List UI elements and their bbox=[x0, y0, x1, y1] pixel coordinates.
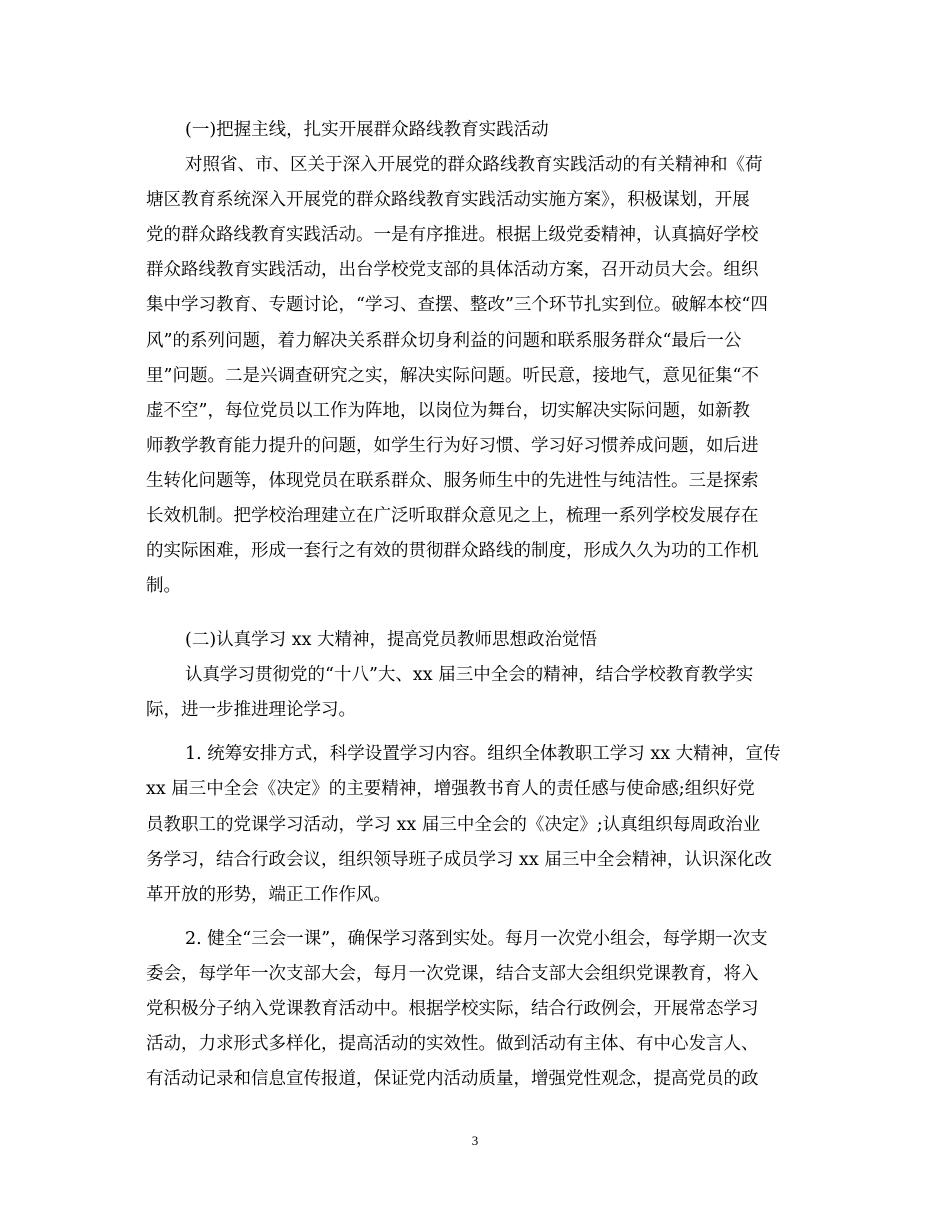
paragraph-line: 虚不空”，每位党员以工作为阵地，以岗位为舞台，切实解决实际问题，如新教 bbox=[146, 401, 750, 421]
paragraph-line: 认真学习贯彻党的“十八”大、xx 届三中全会的精神，结合学校教育教学实 bbox=[185, 665, 754, 685]
paragraph-line: 革开放的形势，端正工作作风。 bbox=[146, 885, 391, 905]
section-heading: (二)认真学习 xx 大精神，提高党员教师思想政治觉悟 bbox=[185, 630, 598, 650]
paragraph-line: 长效机制。把学校治理建立在广泛听取群众意见之上，梳理一系列学校发展存在 bbox=[146, 506, 759, 526]
paragraph-line: 2. 健全“三会一课”，确保学习落到实处。每月一次党小组会，每学期一次支 bbox=[185, 929, 768, 949]
paragraph-line: 务学习，结合行政会议，组织领导班子成员学习 xx 届三中全会精神，认识深化改 bbox=[146, 850, 772, 870]
paragraph-line: 有活动记录和信息宣传报道，保证党内活动质量，增强党性观念，提高党员的政 bbox=[146, 1069, 759, 1089]
paragraph-line: xx 届三中全会《决定》的主要精神，增强教书育人的责任感与使命感;组织好党 bbox=[146, 779, 755, 799]
paragraph-line: 委会，每学年一次支部大会，每月一次党课，结合支部大会组织党课教育，将入 bbox=[146, 964, 759, 984]
section-heading: (一)把握主线，扎实开展群众路线教育实践活动 bbox=[185, 120, 549, 140]
paragraph-line: 员教职工的党课学习活动，学习 xx 届三中全会的《决定》;认真组织每周政治业 bbox=[146, 815, 761, 835]
paragraph-line: 活动，力求形式多样化，提高活动的实效性。做到活动有主体、有中心发言人、 bbox=[146, 1034, 759, 1054]
page-number: 3 bbox=[471, 1133, 479, 1148]
paragraph-line: 里”问题。二是兴调查研究之实，解决实际问题。听民意，接地气，意见征集“不 bbox=[146, 366, 759, 386]
paragraph-line: 塘区教育系统深入开展党的群众路线教育实践活动实施方案》，积极谋划，开展 bbox=[146, 190, 750, 210]
paragraph-line: 群众路线教育实践活动，出台学校党支部的具体活动方案，召开动员大会。组织 bbox=[146, 260, 759, 280]
paragraph-line: 集中学习教育、专题讨论，“学习、查摆、整改”三个环节扎实到位。破解本校“四 bbox=[146, 295, 768, 315]
paragraph-line: 师教学教育能力提升的问题，如学生行为好习惯、学习好习惯养成问题，如后进 bbox=[146, 436, 759, 456]
paragraph-line: 党积极分子纳入党课教育活动中。根据学校实际，结合行政例会，开展常态学习 bbox=[146, 999, 759, 1019]
paragraph-line: 1. 统筹安排方式，科学设置学习内容。组织全体教职工学习 xx 大精神，宣传 bbox=[185, 744, 781, 764]
paragraph-line: 风”的系列问题，着力解决关系群众切身利益的问题和联系服务群众“最后一公 bbox=[146, 331, 742, 351]
paragraph-line: 党的群众路线教育实践活动。一是有序推进。根据上级党委精神，认真搞好学校 bbox=[146, 225, 759, 245]
paragraph-line: 对照省、市、区关于深入开展党的群众路线教育实践活动的有关精神和《荷 bbox=[185, 155, 763, 175]
paragraph-line: 生转化问题等，体现党员在联系群众、服务师生中的先进性与纯洁性。三是探索 bbox=[146, 471, 759, 491]
paragraph-line: 制。 bbox=[146, 576, 181, 596]
paragraph-line: 的实际困难，形成一套行之有效的贯彻群众路线的制度，形成久久为功的工作机 bbox=[146, 541, 759, 561]
paragraph-line: 际，进一步推进理论学习。 bbox=[146, 700, 356, 720]
